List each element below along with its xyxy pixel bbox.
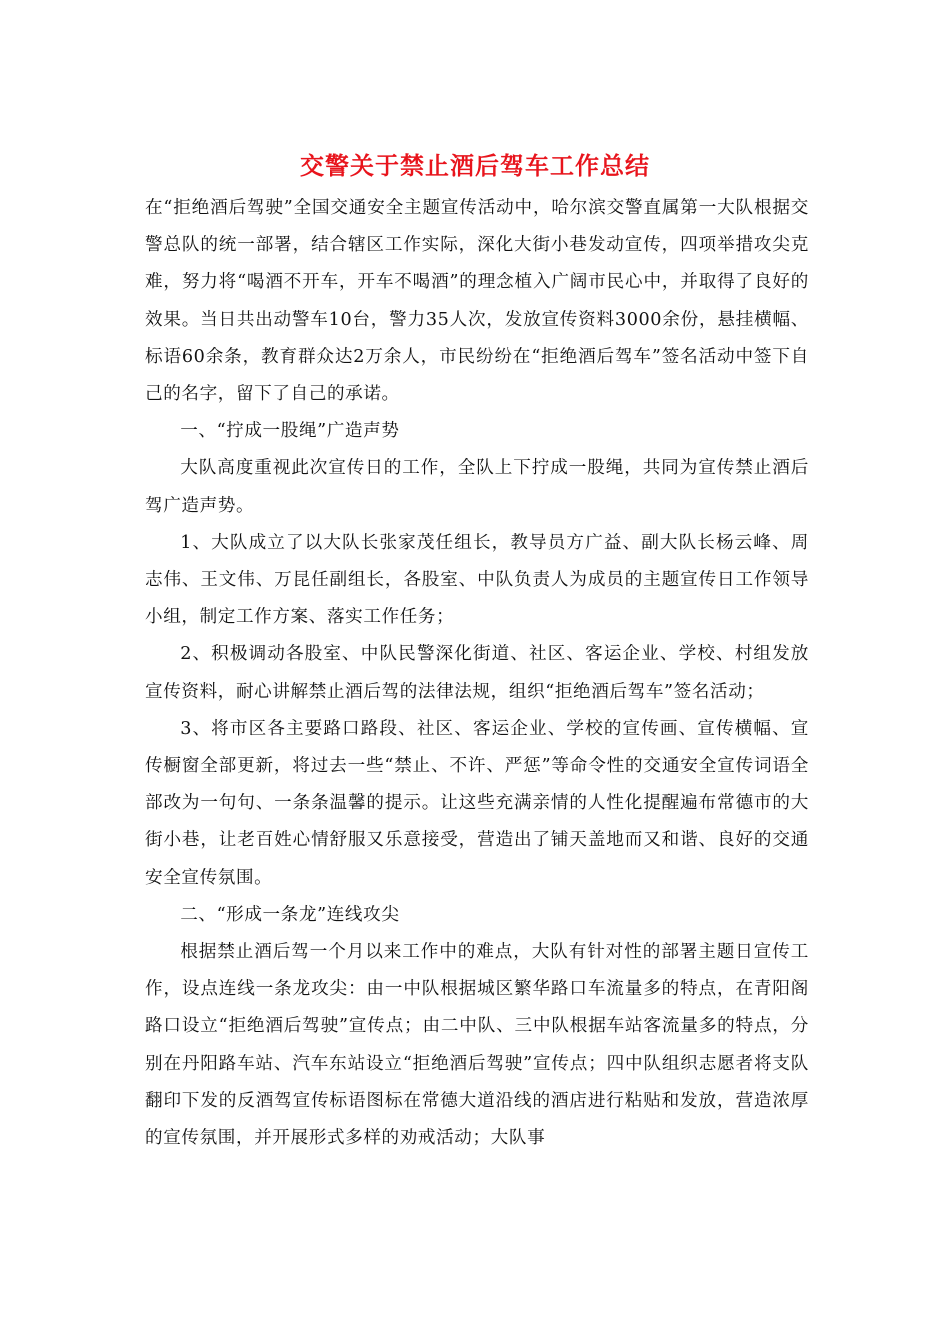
section-heading-2: 二、“形成一条龙”连线攻尖 (180, 904, 400, 925)
paragraph: 根据禁止酒后驾一个月以来工作中的难点，大队有针对性的部署主题日宣传工作，设点连线一条龙攻尖：由一中队根据城区繁华路口车流量多的特点，在青阳阁路口设立“拒绝酒后驾驶”宣传点；由二中队、三中队根据车站客流量多的特点，分别在丹阳路车站、汽车东站设立“拒绝酒后驾驶”宣传点；四中队组织志愿者将支队翻印下发的反酒驾宣传标语图标在常德大道沿线的酒店进行粘贴和发放，营造浓厚的宣传氛围，并开展形式多样的劝戒活动；大队事 (145, 942, 809, 1149)
paragraph-item-2: 2、积极调动各股室、中队民警深化街道、社区、客运企业、学校、村组发放宣传资料，耐心讲解禁止酒后驾的法律法规，组织“拒绝酒后驾车”签名活动； (145, 644, 809, 702)
section-heading-1: 一、“拧成一股绳”广造声势 (180, 421, 400, 442)
paragraph-intro: 在“拒绝酒后驾驶”全国交通安全主题宣传活动中，哈尔滨交警直属第一大队根据交警总队的统一部署，结合辖区工作实际，深化大街小巷发动宣传，四项举措攻尖克难，努力将“喝酒不开车，开车不喝酒”的理念植入广阔市民心中，并取得了良好的效果。当日共出动警车10台，警力35人次，发放宣传资料3000余份，悬挂横幅、标语60余条，教育群众达2万余人，市民纷纷在“拒绝酒后驾车”签名活动中签下自己的名字，留下了自己的承诺。 (145, 198, 809, 405)
paragraph: 大队高度重视此次宣传日的工作，全队上下拧成一股绳，共同为宣传禁止酒后驾广造声势。 (145, 458, 809, 516)
paragraph-item-3: 3、将市区各主要路口路段、社区、客运企业、学校的宣传画、宣传横幅、宣传橱窗全部更新，将过去一些“禁止、不许、严惩”等命令性的交通安全宣传词语全部改为一句句、一条条温馨的提示。让这些充满亲情的人性化提醒遍布常德市的大街小巷，让老百姓心情舒服又乐意接受，营造出了铺天盖地而又和谐、良好的交通安全宣传氛围。 (145, 718, 809, 888)
document-title: 交警关于禁止酒后驾车工作总结 (300, 151, 650, 180)
document-body (145, 190, 809, 1157)
paragraph-item-1: 1、大队成立了以大队长张家茂任组长，教导员方广益、副大队长杨云峰、周志伟、王文伟、万昆任副组长，各股室、中队负责人为成员的主题宣传日工作领导小组，制定工作方案、落实工作任务； (145, 532, 809, 628)
